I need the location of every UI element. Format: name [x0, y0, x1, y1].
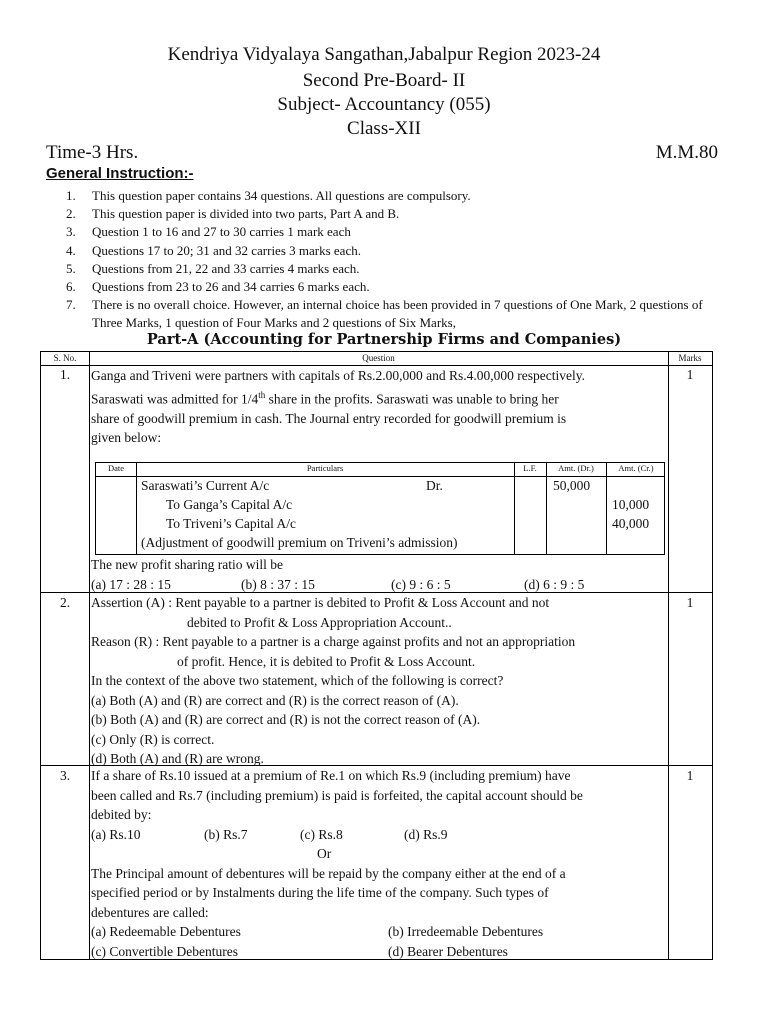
option: (d) Rs.9 — [404, 826, 448, 842]
journal-dr-amount: 50,000 — [553, 478, 591, 493]
journal-head-particulars: Particulars — [306, 463, 344, 473]
instruction-item — [66, 205, 706, 223]
question-line: share of goodwill premium in cash. The Journal entry recorded for goodwill premium is — [91, 410, 567, 426]
question-marks: 1 — [686, 367, 694, 382]
options-row — [91, 922, 666, 942]
question-line: of profit. Hence, it is debited to Profit & Loss Account. — [177, 653, 476, 669]
instruction-text: Questions 17 to 20; 31 and 32 carries 3 marks each. — [92, 242, 361, 258]
question-number: 3. — [59, 768, 71, 783]
question-line: specified period or by Instalments during the life time of the company. Such types of — [91, 885, 549, 900]
question-line: debited to Profit & Loss Appropriation Account.. — [187, 614, 452, 630]
max-marks: M.M.80 — [655, 142, 718, 163]
question-line: In the context of the above two statement, which of the following is correct? — [91, 673, 504, 688]
option: (d) 6 : 9 : 5 — [524, 576, 585, 592]
instruction-text: Questions from 23 to 26 and 34 carries 6 marks each. — [92, 279, 370, 295]
journal-debit-account: Saraswati’s Current A/c — [141, 478, 270, 493]
question-line: debited by: — [91, 807, 152, 822]
journal-header-divider — [96, 476, 664, 477]
instruction-number: 4. — [66, 242, 76, 258]
question-1-text — [91, 366, 666, 448]
question-2-text — [91, 593, 666, 769]
column-divider — [668, 352, 669, 959]
journal-narration: (Adjustment of goodwill premium on Triveni’s admission) — [141, 535, 458, 550]
question-marks: 1 — [686, 768, 694, 783]
option: (a) Redeemable Debentures — [91, 924, 241, 939]
question-line: The Principal amount of debentures will be repaid by the company either at the end of a — [91, 865, 566, 881]
journal-divider — [136, 477, 137, 554]
instruction-item — [66, 187, 706, 205]
option: (c) Rs.8 — [300, 826, 343, 842]
options-row — [91, 942, 666, 962]
option: (c) 9 : 6 : 5 — [391, 576, 451, 592]
journal-cr-amount: 10,000 — [612, 497, 650, 512]
instruction-text: There is no overall choice. However, an internal choice has been provided in 7 questions of One Mark, 2 questions of Three Marks, 1 question of Four Marks and 2 questions of Six Marks, — [92, 297, 703, 331]
question-table — [40, 351, 713, 960]
instructions-list — [66, 187, 706, 333]
journal-head-date: Date — [107, 463, 125, 473]
question-line — [91, 386, 666, 409]
instruction-item — [66, 296, 706, 332]
option: (b) Irredeemable Debentures — [388, 924, 544, 939]
subject-title: Subject- Accountancy (055) — [277, 94, 491, 115]
question-line: (d) Both (A) and (R) are wrong. — [91, 751, 264, 766]
instruction-item — [66, 242, 706, 260]
question-number: 2. — [59, 595, 71, 610]
option: (a) Rs.10 — [91, 826, 141, 842]
journal-credit-account: To Triveni’s Capital A/c — [166, 516, 296, 531]
question-line-part: Saraswati was admitted for 1/4 — [91, 391, 259, 406]
header-marks: Marks — [678, 353, 702, 363]
journal-credit-account: To Ganga’s Capital A/c — [166, 497, 293, 512]
or-separator: Or — [317, 846, 332, 861]
question-line: been called and Rs.7 (including premium) is paid is forfeited, the capital account should be — [91, 787, 583, 803]
option: (b) 8 : 37 : 15 — [241, 576, 315, 592]
instruction-item — [66, 260, 706, 278]
superscript: th — [258, 389, 266, 400]
question-line: debentures are called: — [91, 904, 209, 920]
time-label: Time-3 Hrs. — [46, 142, 139, 163]
journal-head-cr: Amt. (Cr.) — [618, 463, 654, 473]
question-line: If a share of Rs.10 issued at a premium of Re.1 on which Rs.9 (including premium) have — [91, 768, 571, 783]
instruction-text: This question paper is divided into two parts, Part A and B. — [92, 206, 400, 222]
question-3-text — [91, 766, 666, 961]
question-line: (c) Only (R) is correct. — [91, 731, 215, 747]
journal-head-lf: L.F. — [523, 463, 537, 473]
instruction-number: 6. — [66, 279, 76, 295]
journal-cr-amount: 40,000 — [612, 516, 650, 531]
question-line: (b) Both (A) and (R) are correct and (R) is not the correct reason of (A). — [91, 712, 481, 727]
question-1-options — [91, 555, 666, 594]
instruction-item — [66, 278, 706, 296]
question-marks: 1 — [686, 595, 694, 610]
header-sno: S. No. — [53, 353, 77, 363]
column-divider — [89, 352, 90, 959]
journal-entry-table — [95, 462, 665, 555]
question-line: Reason (R) : Rent payable to a partner is a charge against profits and not an appropriation — [91, 634, 576, 649]
journal-divider — [514, 477, 515, 554]
option: (a) 17 : 28 : 15 — [91, 576, 171, 592]
question-line-part: share in the profits. Saraswati was unable to bring her — [265, 391, 559, 406]
instruction-number: 1. — [66, 188, 76, 203]
instruction-number: 5. — [66, 260, 76, 276]
school-title: Kendriya Vidyalaya Sangathan,Jabalpur Region 2023-24 — [167, 44, 601, 65]
header-question: Question — [362, 353, 395, 363]
journal-dr-mark: Dr. — [426, 478, 443, 493]
instruction-number: 7. — [66, 297, 76, 313]
exam-title: Second Pre-Board- II — [302, 70, 466, 91]
question-number: 1. — [59, 367, 71, 382]
instruction-number: 2. — [66, 206, 76, 222]
instruction-text: This question paper contains 34 questions. All questions are compulsory. — [92, 188, 471, 203]
instruction-number: 3. — [66, 224, 76, 240]
option: (b) Rs.7 — [204, 826, 248, 842]
options-row — [91, 575, 666, 595]
question-line: given below: — [91, 430, 162, 445]
instruction-text: Question 1 to 16 and 27 to 30 carries 1 mark each — [92, 224, 351, 240]
instructions-title: General Instruction:- — [46, 165, 194, 182]
instruction-item — [66, 223, 706, 241]
question-line: Ganga and Triveni were partners with capitals of Rs.2.00,000 and Rs.4.00,000 respectively. — [91, 368, 586, 383]
journal-divider — [546, 477, 547, 554]
journal-divider — [606, 477, 607, 554]
option: (c) Convertible Debentures — [91, 943, 238, 959]
journal-head-dr: Amt. (Dr.) — [558, 463, 594, 473]
options-row — [91, 825, 666, 845]
instruction-text: Questions from 21, 22 and 33 carries 4 marks each. — [92, 260, 360, 276]
option: (d) Bearer Debentures — [388, 943, 508, 959]
question-line: (a) Both (A) and (R) are correct and (R) is the correct reason of (A). — [91, 692, 459, 708]
part-a-title: Part-A (Accounting for Partnership Firms and Companies) — [146, 331, 622, 348]
question-line: The new profit sharing ratio will be — [91, 557, 283, 572]
class-title: Class-XII — [347, 118, 421, 139]
question-line: Assertion (A) : Rent payable to a partner is debited to Profit & Loss Account and not — [91, 595, 550, 610]
